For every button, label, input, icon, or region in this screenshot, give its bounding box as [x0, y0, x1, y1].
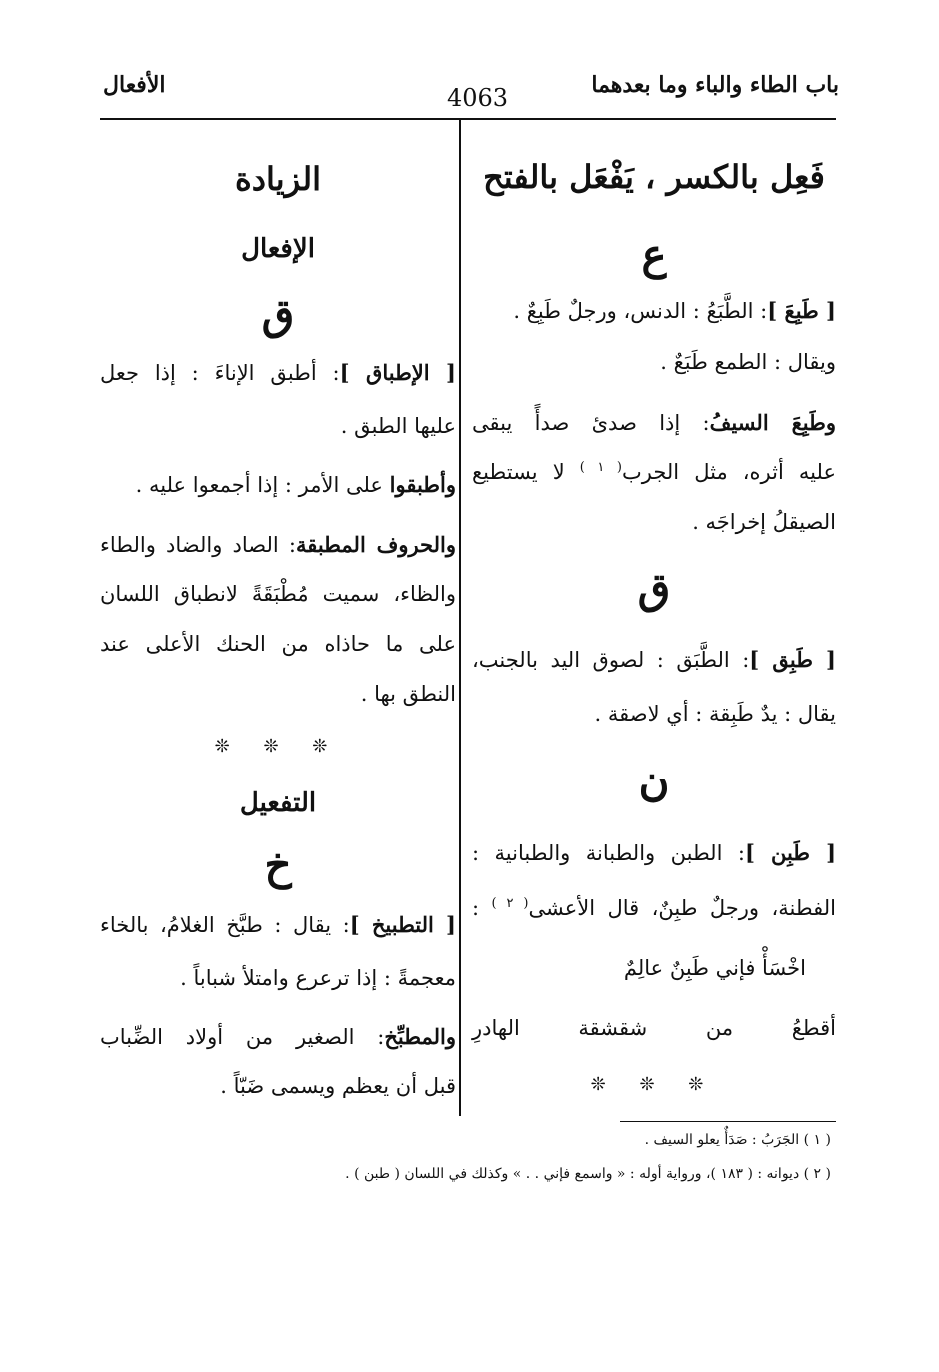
page-number: 4063 — [447, 84, 509, 112]
entry-line: على ما حاذاه من الحنك الأعلى عند — [100, 632, 456, 656]
letter-qaf: ق — [637, 564, 671, 613]
footnote-ref: ( ١ ) — [579, 460, 622, 475]
entry-line: وأطبقوا على الأمر : إذا أجمعوا عليه . — [135, 472, 456, 497]
section-divider-stars: ❊ ❊ ❊ — [214, 736, 342, 757]
entry-line: قبل أن يعظم ويسمى ضَبّاً . — [220, 1074, 456, 1098]
left-subheading-2: التفعيل — [239, 788, 317, 818]
footnote-rule — [620, 1121, 836, 1122]
running-header-section: باب الطاء والباء وما بعدهما — [591, 72, 839, 98]
footnote-ref: ( ٢ ) — [491, 896, 529, 911]
left-heading: الزيادة — [235, 160, 321, 198]
entry-line: [ التطبيخ ]: يقال : طبَّخ الغلامُ، بالخاء — [100, 912, 456, 937]
entry-line: [ طَبِن ]: الطبن والطبانة والطبانية : — [472, 840, 837, 865]
verse-line: اخْسَأْ فإني طَبِنٌ عالِمٌ — [623, 956, 806, 980]
entry-line: [ طَبِعَ ]: الطَّبَعُ : الدنس، ورجلٌ طَبِعٌ . — [513, 298, 836, 323]
entry-line: النطق بها . — [360, 682, 456, 706]
entry-line: يقال : يدٌ طَبِقة : أي لاصقة . — [594, 702, 836, 726]
letter-ain: ع — [641, 230, 667, 279]
entry-line: والحروف المطبقة: الصاد والضاد والطاء — [100, 532, 456, 557]
section-divider-stars: ❊ ❊ ❊ — [590, 1074, 718, 1095]
entry-line: [ الإطباق ]: أطبق الإناءَ : إذا جعل — [100, 360, 456, 385]
entry-line: والظاء، سميت مُطْبَقَةً لانطباق اللسان — [100, 582, 456, 606]
right-heading: فَعِل بالكسر ، يَفْعَل بالفتح — [483, 158, 825, 196]
column-divider — [459, 118, 461, 1116]
letter-nun: ن — [638, 756, 670, 805]
footnote: ( ٢ ) ديوانه : ( ١٨٣ )، ورواية أوله : « واسمع فإني . . » وكذلك في اللسان ( طبن ) . — [345, 1166, 831, 1182]
running-header-chapter: الأفعال — [103, 72, 166, 98]
entry-line: الصيقلُ إخراجَه . — [692, 510, 836, 534]
letter-kha: خ — [264, 840, 292, 889]
verse-line: أقطعُ من شقشقة الهادرِ — [472, 1016, 836, 1040]
header-rule — [100, 118, 836, 120]
entry-line: ويقال : الطمع طَبَعٌ . — [660, 350, 836, 374]
footnote: ( ١ ) الجَرَبُ : صَدَأٌ يعلو السيف . — [644, 1132, 831, 1148]
left-subheading: الإفعال — [241, 234, 315, 264]
entry-line: وطَبِعَ السيفُ: إذا صدئ صدأً يبقى — [472, 410, 836, 435]
entry-line: والمطبِّخ: الصغير من أولاد الضِّباب — [100, 1024, 456, 1049]
letter-qaf: ق — [261, 290, 295, 339]
entry-line: [ طَبِق ]: الطَّبَق : لصوق اليد بالجنب، — [472, 647, 836, 672]
entry-line: عليه أثره، مثل الجرب$^{( ١ )}$ لا يستطيع — [472, 460, 836, 484]
entry-line: عليها الطبق . — [340, 414, 456, 438]
entry-line: معجمةً : إذا ترعرع وامتلأ شباباً . — [180, 966, 456, 990]
entry-line: الفطنة، ورجلٌ طبِنٌ، قال الأعشى$^{( ٢ )}$ : — [472, 896, 836, 920]
